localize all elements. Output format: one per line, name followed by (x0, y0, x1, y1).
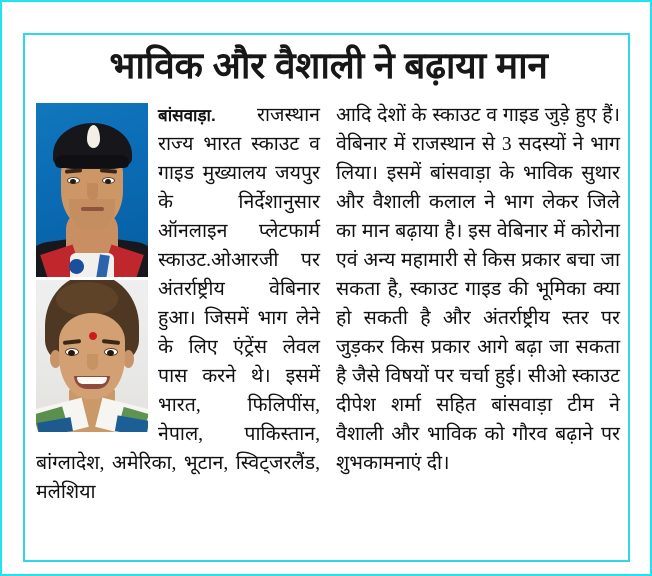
nose (87, 183, 98, 200)
pupil-left (68, 350, 75, 356)
photo-stack (36, 103, 148, 432)
right-column-text: आदि देशों के स्काउट व गाइड जुड़े हुए हैं। वेबिनार में राजस्थान से 3 सदस्यों ने भाग लिया। इसमें बांसवाड़ा के भाविक सुथार और वैशाली कलाल ने भाग लेकर जिले का मान बढ़ाया है। इस वेबिनार में कोरोना एवं अन्य महामारी से किस प्रकार बचा जा सकता है, स्काउट गाइड की भूमिका क्या हो सकती है और अंतर्राष्ट्रीय स्तर पर जुड़कर किस प्रकार आगे बढ़ा जा सकता है जैसे विषयों पर चर्चा हुई। सीओ स्काउट दीपेश शर्मा सहित बांसवाड़ा टीम ने वैशाली और भाविक को गौरव बढ़ाने पर शुभकामनाएं दी। (336, 105, 620, 474)
headline-text: भाविक और वैशाली ने बढ़ाया मान (109, 44, 548, 86)
pupil-right (107, 350, 114, 356)
headline (25, 35, 632, 101)
left-column-body: राजस्थान राज्य भारत स्काउट व गाइड मुख्यालय जयपुर के निर्देशानुसार ऑनलाइन प्लेटफार्म स्काउट.ओआरजी पर अंतर्राष्ट्रीय वेबिनार हुआ। जिसमें भाग लेने के लिए एंट्रेंस लेवल पास करने थे। इसमें भारत, फिलिपींस, नेपाल, पाकिस्तान, बांग्लादेश, अमेरिका, भूटान, स्विट्जरलैंड, मलेशिया (36, 105, 320, 503)
beret-brim (55, 155, 129, 168)
photo-vaishali-kalal (36, 280, 148, 432)
left-column (36, 101, 320, 560)
mouth (81, 207, 104, 211)
scout-badge-icon (69, 259, 84, 274)
article-columns (25, 101, 632, 560)
nose (87, 354, 98, 370)
pupil-left (70, 179, 76, 184)
teeth (77, 377, 107, 384)
hair-highlight (56, 282, 118, 316)
right-column (336, 101, 620, 560)
dateline: बांसवाड़ा. (158, 106, 216, 125)
photo-bhavik-suthar (36, 103, 148, 277)
pupil-right (105, 179, 111, 184)
article-frame (23, 33, 630, 562)
bindi-icon (89, 332, 97, 340)
beret-plume (87, 125, 100, 148)
